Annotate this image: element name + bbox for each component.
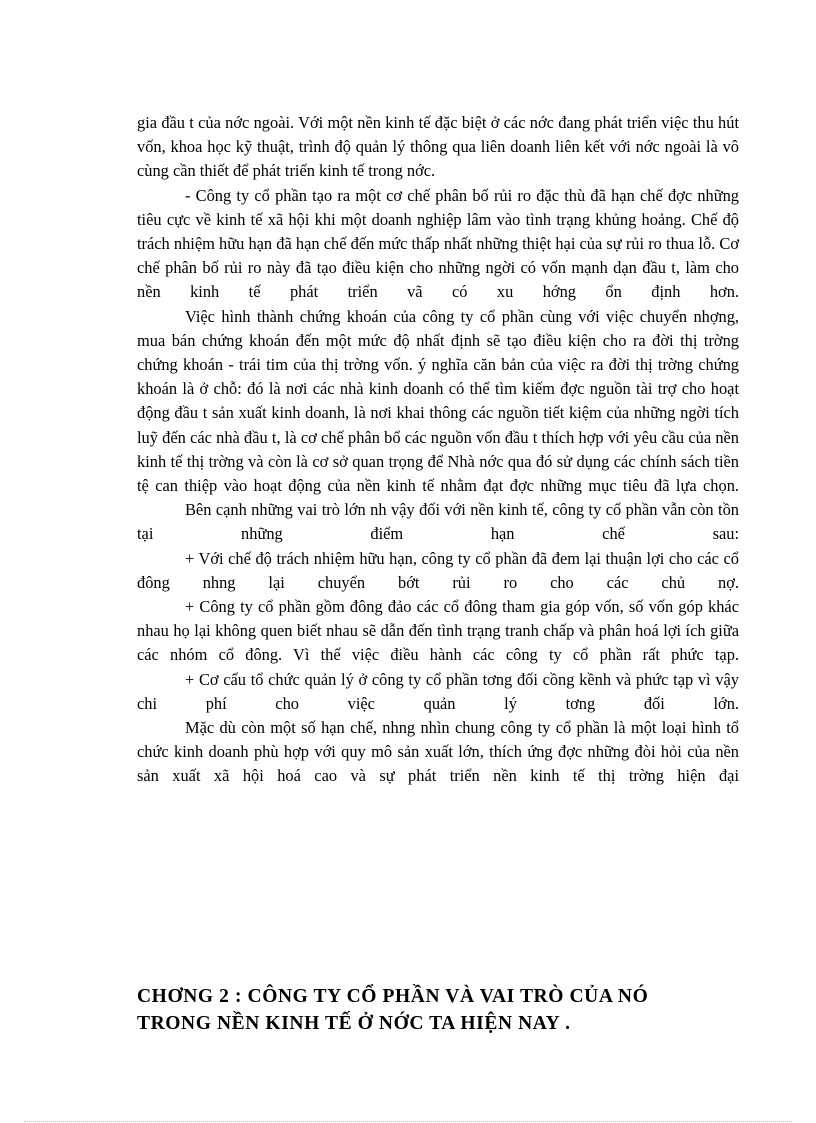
- page-bottom-divider: [24, 1121, 792, 1122]
- chapter-heading-line2: TRONG NỀN KINH TẾ Ở NỚC TA HIỆN NAY .: [137, 1013, 571, 1034]
- paragraph-limited-liability: + Với chế độ trách nhiệm hữu hạn, công ty cổ phần đã đem lại thuận lợi cho các cổ đông nhng lại chuyển bớt rủi ro cho các chủ nợ.: [137, 548, 739, 592]
- paragraph-foreign-investment: gia đầu t của nớc ngoài. Với một nền kinh tế đặc biệt ở các nớc đang phát triển việc thu hút vốn, khoa học kỹ thuật, trình độ quản lý thông qua liên doanh liên kết với nớc ngoài là vô cùng cần thiết để phát triển kinh tế trong nớc.: [137, 113, 739, 181]
- paragraph-limitations-intro: Bên cạnh những vai trò lớn nh vậy đối với nền kinh tế, công ty cổ phần vẫn còn tồn tại những điểm hạn chế sau:: [137, 500, 739, 544]
- paragraph-conclusion: Mặc dù còn một số hạn chế, nhng nhìn chung công ty cổ phần là một loại hình tổ chức kinh doanh phù hợp với quy mô sản xuất lớn, thích ứng đợc những đòi hỏi của nền sản xuất xã hội hoá cao và sự phát triển nền kinh tế thị trờng hiện đại: [137, 718, 739, 786]
- paragraph-organizational-structure: + Cơ cấu tổ chức quản lý ở công ty cổ phần tơng đối cồng kềnh và phức tạp vì vậy chi phí cho việc quản lý tơng đối lớn.: [137, 669, 739, 713]
- paragraph-shareholder-disputes: + Công ty cổ phần gồm đông đảo các cổ đông tham gia góp vốn, số vốn góp khác nhau họ lại không quen biết nhau sẽ dẫn đến tình trạng tranh chấp và phân hoá lợi ích giữa các nhóm cổ đông. Vì thế việc điều hành các công ty cổ phần rất phức tạp.: [137, 597, 739, 665]
- chapter-heading: [137, 983, 757, 1037]
- paragraph-securities-market: Việc hình thành chứng khoán của công ty cổ phần cùng với việc chuyển nhợng, mua bán chứng khoán đến một mức độ nhất định sẽ tạo điều kiện cho ra đời thị trờng chứng khoán - trái tim của thị trờng vốn. ý nghĩa căn bản của việc ra đời thị trờng chứng khoán là ở chỗ: đó là nơi các nhà kinh doanh có thể tìm kiếm đợc nguồn tài trợ cho hoạt động đầu t sản xuất kinh doanh, là nơi khai thông các nguồn tiết kiệm của những ngời tích luỹ đến các nhà đầu t, là cơ chế phân bổ các nguồn vốn đầu t thích hợp với yêu cầu của nền kinh tế thị trờng và còn là cơ sở quan trọng để Nhà nớc qua đó sử dụng các chính sách tiền tệ can thiệp vào hoạt động của nền kinh tế nhằm đạt đợc những mục tiêu đã lựa chọn.: [137, 306, 739, 496]
- chapter-heading-line1: CHƠNG 2 : CÔNG TY CỔ PHẦN VÀ VAI TRÒ CỦA NÓ: [137, 986, 649, 1007]
- body-text: [137, 111, 739, 789]
- paragraph-risk-distribution: - Công ty cổ phần tạo ra một cơ chế phân bố rủi ro đặc thù đã hạn chế đợc những tiêu cực về kinh tế xã hội khi một doanh nghiệp lâm vào tình trạng khủng hoảng. Chế độ trách nhiệm hữu hạn đã hạn chế đến mức thấp nhất những thiệt hại của sự rủi ro thua lỗ. Cơ chế phân bố rủi ro này đã tạo điều kiện cho những ngời có vốn mạnh dạn đầu t, làm cho nền kinh tế phát triển vã có xu hớng ổn định hơn.: [137, 185, 739, 302]
